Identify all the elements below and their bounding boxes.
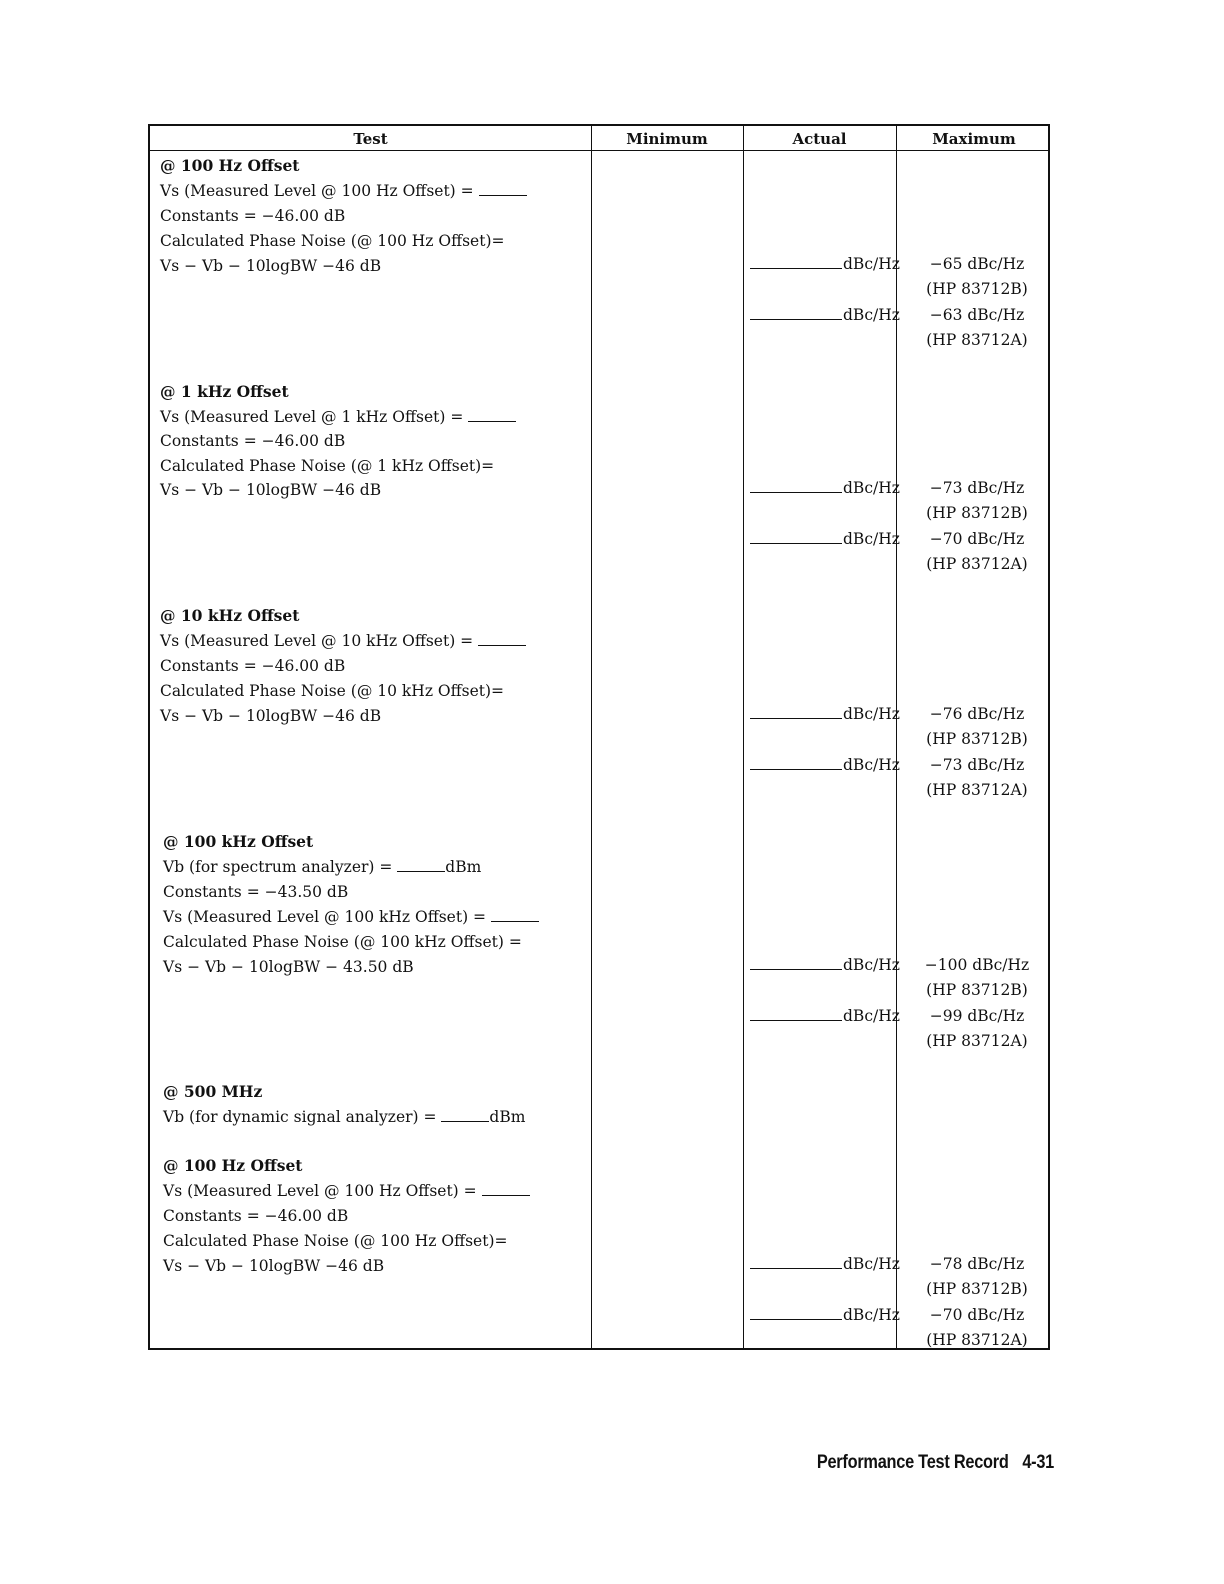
actual-blank[interactable]: [750, 755, 842, 770]
actual-entry: [750, 1305, 898, 1325]
line-text: Vs − Vb − 10logBW −46 dB: [163, 1257, 385, 1275]
page-footer: [750, 1452, 1054, 1474]
actual-entry: [750, 254, 898, 274]
line-text: Vs − Vb − 10logBW − 43.50 dB: [163, 958, 414, 976]
column-divider-minimum: [591, 126, 592, 1348]
model-label: (HP 83712A): [926, 781, 1028, 799]
section-line: [160, 231, 505, 251]
line-unit: dBm: [445, 858, 482, 876]
model-label: (HP 83712B): [926, 730, 1028, 748]
section-line: [160, 631, 526, 651]
model-label: (HP 83712A): [926, 331, 1028, 349]
performance-test-record-table: [148, 124, 1050, 1350]
line-text: Vs (Measured Level @ 100 Hz Offset) =: [163, 1182, 482, 1200]
model-label: (HP 83712B): [926, 280, 1028, 298]
line-text: Constants = −46.00 dB: [160, 432, 346, 450]
actual-unit: dBc/Hz: [843, 756, 900, 774]
header-divider: [150, 150, 1048, 151]
actual-blank[interactable]: [750, 254, 842, 269]
section-line: [163, 1181, 530, 1201]
actual-entry: [750, 529, 898, 549]
actual-blank[interactable]: [750, 1006, 842, 1021]
section-line: [160, 181, 527, 201]
actual-entry: [750, 305, 898, 325]
actual-entry: [750, 955, 898, 975]
section-title: @ 100 Hz Offset: [163, 1156, 303, 1175]
line-unit: dBm: [489, 1107, 526, 1126]
maximum-spec: −73 dBc/Hz: [929, 479, 1025, 497]
actual-blank[interactable]: [750, 955, 842, 970]
actual-blank[interactable]: [750, 704, 842, 719]
actual-blank[interactable]: [750, 478, 842, 493]
line-text: Vs − Vb − 10logBW −46 dB: [160, 481, 382, 499]
line-text: Vb (for spectrum analyzer) =: [163, 858, 398, 876]
maximum-spec: −78 dBc/Hz: [929, 1255, 1025, 1273]
actual-unit: dBc/Hz: [843, 956, 900, 974]
entry-blank[interactable]: [478, 631, 526, 646]
section-line: [163, 1107, 525, 1127]
line-text: Vs (Measured Level @ 1 kHz Offset) =: [160, 407, 469, 426]
line-text: Calculated Phase Noise (@ 100 Hz Offset)=: [160, 232, 505, 250]
maximum-spec: −73 dBc/Hz: [929, 756, 1025, 774]
section-line: [160, 206, 345, 226]
actual-blank[interactable]: [750, 529, 842, 544]
section-line: [160, 480, 381, 500]
line-text: Vs (Measured Level @ 100 kHz Offset) =: [163, 908, 491, 926]
line-text: Vs − Vb − 10logBW −46 dB: [160, 707, 382, 725]
entry-blank[interactable]: [479, 181, 527, 196]
header-actual: Actual: [792, 130, 847, 148]
actual-blank[interactable]: [750, 305, 842, 320]
section-line: [160, 431, 345, 451]
section-line: [163, 1231, 508, 1251]
line-text: Constants = −46.00 dB: [163, 1207, 349, 1225]
page-number: 4-31: [1022, 1452, 1054, 1473]
section-title: @ 100 kHz Offset: [163, 832, 314, 851]
actual-unit: dBc/Hz: [843, 1007, 900, 1025]
maximum-spec: −65 dBc/Hz: [929, 255, 1025, 273]
actual-unit: dBc/Hz: [843, 530, 900, 548]
line-text: Vs − Vb − 10logBW −46 dB: [160, 257, 382, 275]
section-line: [163, 932, 522, 952]
model-label: (HP 83712B): [926, 504, 1028, 522]
section-line: [160, 706, 381, 726]
maximum-spec: −76 dBc/Hz: [929, 705, 1025, 723]
section-line: [163, 907, 539, 927]
maximum-spec: −63 dBc/Hz: [929, 306, 1025, 324]
maximum-spec: −99 dBc/Hz: [929, 1007, 1025, 1025]
model-label: (HP 83712A): [926, 555, 1028, 573]
column-divider-actual: [743, 126, 744, 1348]
section-line: [163, 957, 414, 977]
section-title: @ 500 MHz: [163, 1082, 263, 1101]
actual-unit: dBc/Hz: [843, 1255, 900, 1273]
entry-blank[interactable]: [397, 857, 445, 872]
entry-blank[interactable]: [468, 407, 516, 422]
section-line: [160, 656, 345, 676]
section-line: [160, 256, 381, 276]
section-title: @ 10 kHz Offset: [160, 606, 300, 625]
entry-blank[interactable]: [441, 1107, 489, 1122]
actual-entry: [750, 704, 898, 724]
section-line: [160, 456, 494, 476]
header-test: Test: [353, 130, 388, 148]
model-label: (HP 83712B): [926, 981, 1028, 999]
line-text: Calculated Phase Noise (@ 100 kHz Offset) =: [163, 933, 522, 951]
maximum-spec: −70 dBc/Hz: [929, 530, 1025, 548]
actual-blank[interactable]: [750, 1305, 842, 1320]
model-label: (HP 83712A): [926, 1331, 1028, 1349]
maximum-spec: −100 dBc/Hz: [924, 956, 1030, 974]
section-title: @ 1 kHz Offset: [160, 382, 289, 401]
line-text: Calculated Phase Noise (@ 100 Hz Offset)=: [163, 1232, 508, 1250]
actual-entry: [750, 1006, 898, 1026]
model-label: (HP 83712A): [926, 1032, 1028, 1050]
section-line: [163, 1256, 384, 1276]
section-line: [163, 857, 481, 877]
actual-entry: [750, 1254, 898, 1274]
maximum-spec: −70 dBc/Hz: [929, 1306, 1025, 1324]
actual-unit: dBc/Hz: [843, 306, 900, 324]
section-line: [160, 407, 516, 427]
line-text: Calculated Phase Noise (@ 10 kHz Offset)=: [160, 682, 505, 700]
section-line: [160, 681, 504, 701]
model-label: (HP 83712B): [926, 1280, 1028, 1298]
entry-blank[interactable]: [491, 907, 539, 922]
section-line: [163, 1206, 348, 1226]
line-text: Constants = −46.00 dB: [160, 207, 346, 225]
section-title: @ 100 Hz Offset: [160, 156, 300, 175]
actual-unit: dBc/Hz: [843, 705, 900, 723]
line-text: Vs (Measured Level @ 10 kHz Offset) =: [160, 632, 479, 650]
entry-blank[interactable]: [482, 1181, 530, 1196]
line-text: Vb (for dynamic signal analyzer) =: [163, 1107, 442, 1126]
line-text: Constants = −46.00 dB: [160, 657, 346, 675]
line-text: Vs (Measured Level @ 100 Hz Offset) =: [160, 182, 479, 200]
actual-unit: dBc/Hz: [843, 479, 900, 497]
line-text: Calculated Phase Noise (@ 1 kHz Offset)=: [160, 456, 495, 475]
footer-title: Performance Test Record: [816, 1452, 1009, 1473]
line-text: Constants = −43.50 dB: [163, 883, 349, 901]
header-maximum: Maximum: [932, 130, 1016, 148]
header-minimum: Minimum: [626, 130, 708, 148]
actual-unit: dBc/Hz: [843, 255, 900, 273]
section-line: [163, 882, 348, 902]
actual-entry: [750, 478, 898, 498]
actual-entry: [750, 755, 898, 775]
actual-unit: dBc/Hz: [843, 1306, 900, 1324]
actual-blank[interactable]: [750, 1254, 842, 1269]
